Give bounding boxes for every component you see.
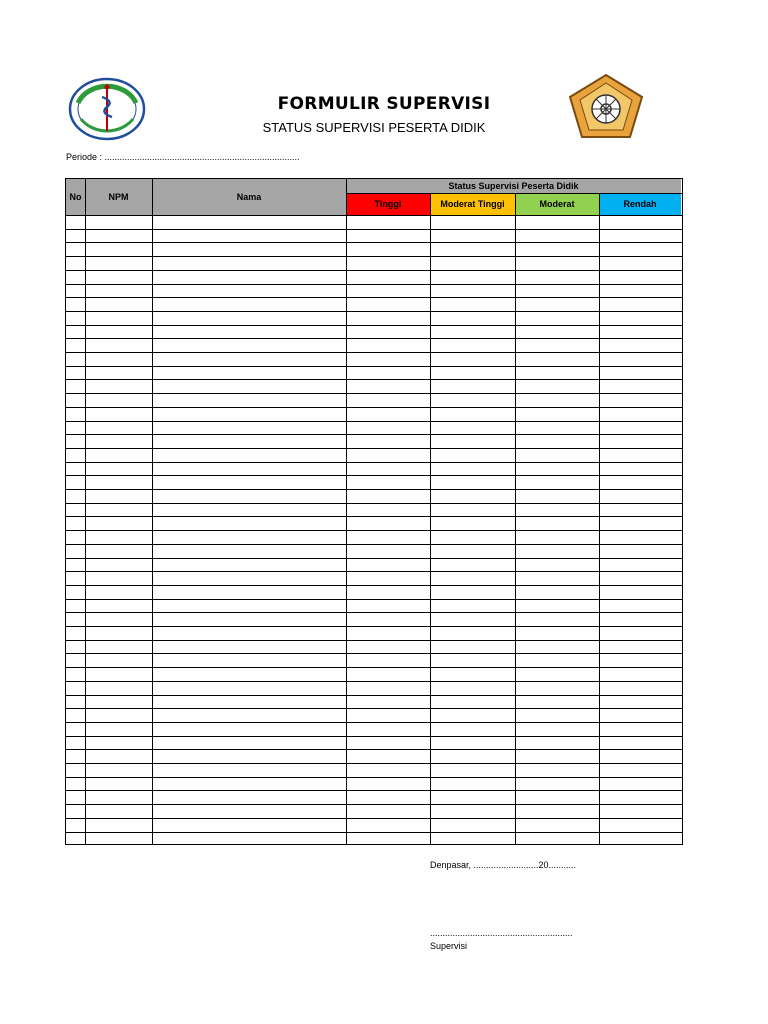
table-row — [66, 530, 682, 531]
place-date-line: Denpasar, ..........................20........... — [430, 860, 577, 870]
header-moderat-tinggi: Moderat Tinggi — [430, 193, 515, 215]
table-row — [66, 790, 682, 791]
table-row — [66, 804, 682, 805]
table-row — [66, 695, 682, 696]
header-divider — [66, 215, 682, 216]
table-row — [66, 434, 682, 435]
table-row — [66, 722, 682, 723]
table-row — [66, 489, 682, 490]
table-row — [66, 818, 682, 819]
table-row — [66, 708, 682, 709]
table-row — [66, 585, 682, 586]
table-row — [66, 558, 682, 559]
table-column-divider — [515, 193, 516, 844]
header-status-group: Status Supervisi Peserta Didik — [346, 179, 681, 193]
table-row — [66, 763, 682, 764]
table-row — [66, 379, 682, 380]
table-row — [66, 516, 682, 517]
signature-line: ......................................................... — [430, 928, 573, 938]
table-row — [66, 448, 682, 449]
page-title: FORMULIR SUPERVISI — [277, 94, 491, 114]
status-subheader-divider — [346, 193, 682, 194]
table-row — [66, 229, 682, 230]
table-row — [66, 653, 682, 654]
table-row — [66, 338, 682, 339]
table-row — [66, 242, 682, 243]
table-row — [66, 599, 682, 600]
table-row — [66, 462, 682, 463]
header-rendah: Rendah — [599, 193, 681, 215]
table-row — [66, 612, 682, 613]
table-row — [66, 421, 682, 422]
header-tinggi: Tinggi — [346, 193, 430, 215]
table-row — [66, 544, 682, 545]
table-row — [66, 640, 682, 641]
table-row — [66, 626, 682, 627]
table-column-divider — [599, 193, 600, 844]
header-moderat: Moderat — [515, 193, 599, 215]
header-npm: NPM — [85, 179, 152, 215]
table-row — [66, 749, 682, 750]
table-row — [66, 393, 682, 394]
table-row — [66, 681, 682, 682]
table-row — [66, 325, 682, 326]
table-column-divider — [430, 193, 431, 844]
table-row — [66, 284, 682, 285]
table-row — [66, 270, 682, 271]
header-no: No — [66, 179, 85, 215]
supervisor-label: Supervisi — [430, 941, 468, 951]
table-row — [66, 366, 682, 367]
header-nama: Nama — [152, 179, 346, 215]
table-row — [66, 777, 682, 778]
table-row — [66, 667, 682, 668]
table-row — [66, 311, 682, 312]
table-row — [66, 832, 682, 833]
table-row — [66, 503, 682, 504]
supervision-table — [65, 178, 683, 845]
table-column-divider — [152, 179, 153, 844]
table-row — [66, 571, 682, 572]
table-row — [66, 736, 682, 737]
table-row — [66, 256, 682, 257]
table-row — [66, 407, 682, 408]
periode-field: Periode : .............................................................................. — [66, 152, 300, 162]
table-column-divider — [346, 179, 347, 844]
table-row — [66, 475, 682, 476]
table-row — [66, 352, 682, 353]
table-row — [66, 297, 682, 298]
page-subtitle: STATUS SUPERVISI PESERTA DIDIK — [262, 120, 486, 135]
table-column-divider — [85, 179, 86, 844]
